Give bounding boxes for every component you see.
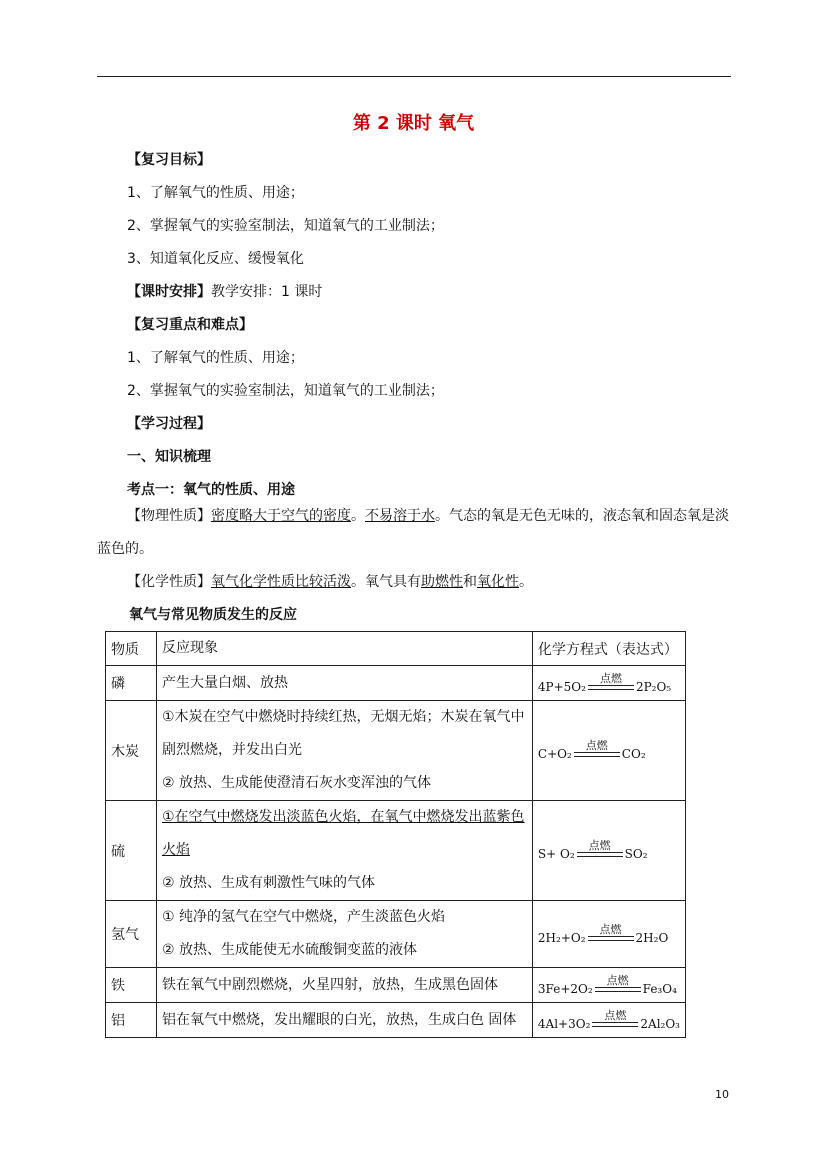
goal-item: 1、了解氧气的性质、用途；: [127, 185, 304, 201]
physical-properties: [97, 500, 731, 566]
equation-reactants: 4Al+3O₂: [537, 1016, 591, 1031]
equals-sign: [588, 936, 634, 941]
chemical-properties: [97, 566, 731, 599]
phenomenon-line: ② 放热、生成有刺激性气味的气体: [161, 875, 375, 891]
section-heading-goals: 【复习目标】: [127, 152, 211, 168]
table-caption: 氧气与常见物质发生的反应: [129, 607, 297, 623]
equation-reactants: S+ O₂: [537, 847, 575, 861]
phenomenon-line: ② 放热、生成能使澄清石灰水变浑浊的气体: [161, 775, 431, 791]
equation-products: SO₂: [624, 847, 648, 861]
condition-label: 点燃: [599, 922, 622, 936]
physical-label: 【物理性质】: [127, 508, 211, 524]
goal-item: 3、知道氧化反应、缓慢氧化: [127, 251, 304, 267]
header-phenomenon: 反应现象: [156, 632, 532, 666]
header-substance: 物质: [106, 632, 157, 666]
chemical-oxidizing: 氧化性: [477, 574, 519, 590]
schedule-line: [127, 282, 322, 302]
page-number: 10: [715, 1088, 729, 1101]
equation-reactants: 2H₂+O₂: [537, 930, 586, 945]
equals-sign: [588, 685, 634, 690]
table-row: [106, 801, 686, 901]
chemical-active: 氧气化学性质比较活泼: [211, 574, 351, 590]
physical-solubility: 不易溶于水: [365, 508, 435, 524]
equation-cell: [532, 901, 685, 968]
equation-cell: [532, 1003, 685, 1038]
condition-label: 点燃: [588, 839, 611, 852]
table-row: [106, 901, 686, 968]
section-heading-keypoints: 【复习重点和难点】: [127, 317, 253, 333]
table-row: [106, 1003, 686, 1038]
schedule-text: 教学安排：1 课时: [211, 284, 323, 300]
equation-cell: [532, 801, 685, 901]
substance-cell: 铁: [106, 968, 157, 1003]
chemical-label: 【化学性质】: [127, 574, 211, 590]
page-title: 第 2 课时 氧气: [352, 113, 475, 134]
table-row: [106, 701, 686, 801]
chemical-and: 和: [463, 574, 477, 590]
phenomenon-cell: [156, 1003, 532, 1038]
equation-cell: [532, 701, 685, 801]
table-row: [106, 968, 686, 1003]
physical-rest: 。气态的氧是无色无味的，液态氧和固态氧是淡蓝色的。: [97, 508, 729, 557]
chemical-end: 。: [519, 574, 533, 590]
phenomenon-cell: [156, 801, 532, 901]
header-equation: 化学方程式（表达式）: [532, 632, 685, 666]
equation-products: 2H₂O: [635, 930, 669, 945]
table-header-row: [106, 632, 686, 666]
condition-label: 点燃: [606, 973, 629, 987]
part1-heading: 一、知识梳理: [127, 449, 211, 465]
phenomenon-line: ①木炭在空气中燃烧时持续红热，无烟无焰；木炭在氧气中剧烈燃烧，并发出白光: [161, 709, 525, 758]
table-row: [106, 666, 686, 701]
schedule-heading: 【课时安排】: [127, 284, 211, 300]
equation-reactants: 3Fe+2O₂: [537, 981, 593, 996]
condition-label: 点燃: [604, 1008, 627, 1022]
equation-cell: [532, 666, 685, 701]
goal-item: 2、掌握氧气的实验室制法，知道氧气的工业制法；: [127, 218, 444, 234]
equation-products: 2P₂O₅: [635, 679, 672, 694]
chemical-mid: 。氧气具有: [351, 574, 421, 590]
substance-cell: 氢气: [106, 901, 157, 968]
reaction-table: [105, 631, 686, 1038]
chemical-combustion-support: 助燃性: [421, 574, 463, 590]
topic1-heading: 考点一：氧气的性质、用途: [127, 482, 295, 498]
condition-label: 点燃: [599, 671, 622, 685]
phenomenon-line: 产生大量白烟、放热: [161, 674, 288, 691]
phenomenon-line: ①在空气中燃烧发出淡蓝色火焰，在氧气中燃烧发出蓝紫色火焰: [161, 809, 525, 858]
equation-products: CO₂: [621, 747, 646, 761]
substance-cell: 硫: [106, 801, 157, 901]
physical-density: 密度略大于空气的密度: [211, 508, 351, 524]
phenomenon-cell: [156, 968, 532, 1003]
equals-sign: [577, 852, 623, 857]
keypoint-item: 1、了解氧气的性质、用途；: [127, 350, 304, 366]
equation-cell: [532, 968, 685, 1003]
equation-products: Fe₃O₄: [642, 981, 677, 996]
phenomenon-line: ② 放热、生成能使无水硫酸铜变蓝的液体: [161, 942, 417, 958]
equation-reactants: 4P+5O₂: [537, 679, 586, 694]
condition-label: 点燃: [585, 739, 608, 752]
phenomenon-cell: [156, 901, 532, 968]
substance-cell: 铝: [106, 1003, 157, 1038]
header-rule: [97, 76, 731, 77]
equals-sign: [595, 987, 641, 992]
physical-sep: 。: [351, 508, 365, 524]
equation-products: 2Al₂O₃: [640, 1016, 680, 1031]
phenomenon-line: 铁在氧气中剧烈燃烧，火星四射，放热，生成黑色固体: [161, 976, 498, 993]
phenomenon-cell: [156, 666, 532, 701]
substance-cell: 木炭: [106, 701, 157, 801]
keypoint-item: 2、掌握氧气的实验室制法，知道氧气的工业制法；: [127, 383, 444, 399]
equals-sign: [574, 752, 620, 757]
process-heading: 【学习过程】: [127, 416, 211, 432]
equation-reactants: C+O₂: [537, 747, 572, 761]
phenomenon-cell: [156, 701, 532, 801]
equals-sign: [592, 1022, 638, 1027]
substance-cell: 磷: [106, 666, 157, 701]
phenomenon-line: ① 纯净的氢气在空气中燃烧，产生淡蓝色火焰: [161, 909, 445, 925]
phenomenon-line: 铝在氧气中燃烧，发出耀眼的白光，放热，生成白色 固体: [161, 1011, 517, 1028]
